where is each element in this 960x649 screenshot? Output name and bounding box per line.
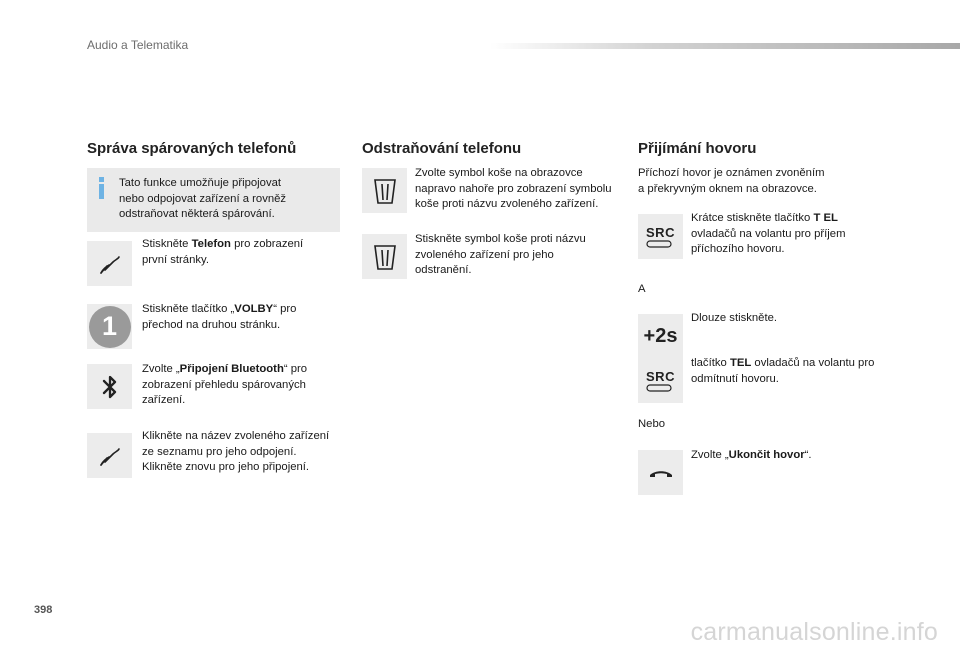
info-text: Tato funkce umožňuje připojovat nebo odpojovat zařízení a rovněž odstraňovat některá spárování. bbox=[119, 177, 287, 220]
header-title: Audio a Telematika bbox=[87, 38, 189, 52]
hand-pointer-icon bbox=[87, 241, 132, 286]
step-volby: Stiskněte tlačítko „VOLBY“ pro přechod na druhou stránku. bbox=[142, 303, 297, 331]
section-title-delete-phone: Odstraňování telefonu bbox=[362, 140, 522, 157]
call-intro: Příchozí hovor je oznámen zvoněním a překryvným oknem na obrazovce. bbox=[638, 167, 825, 195]
step-bluetooth: Zvolte „Připojení Bluetooth“ pro zobrazení přehledu spárovaných zařízení. bbox=[142, 363, 308, 406]
or-label-nebo: Nebo bbox=[638, 418, 666, 430]
or-label-a: A bbox=[638, 283, 646, 295]
long-press-icon: +2s bbox=[638, 314, 683, 359]
src-button-icon: SRC bbox=[638, 214, 683, 259]
number-one-icon-box bbox=[87, 304, 132, 349]
step-trash-show: Zvolte symbol koše na obrazovce napravo nahoře pro zobrazení symbolu koše proti názvu zvoleného zařízení. bbox=[415, 167, 612, 210]
header-divider bbox=[490, 43, 960, 49]
info-icon bbox=[99, 177, 105, 199]
watermark: carmanualsonline.info bbox=[690, 618, 938, 646]
trash-icon bbox=[362, 234, 407, 279]
hand-pointer-icon bbox=[87, 433, 132, 478]
step-end-call: Zvolte „Ukončit hovor“. bbox=[691, 449, 812, 461]
number-one-icon: 1 bbox=[89, 306, 131, 348]
step-telefon: Stiskněte Telefon pro zobrazení první stránky. bbox=[142, 238, 304, 266]
page-number: 398 bbox=[34, 604, 53, 616]
hang-up-icon bbox=[638, 450, 683, 495]
section-title-receive-call: Přijímání hovoru bbox=[638, 140, 757, 157]
trash-icon bbox=[362, 168, 407, 213]
src-button-icon: SRC bbox=[638, 358, 683, 403]
bluetooth-icon bbox=[87, 364, 132, 409]
step-reject-call: tlačítko TEL ovladačů na volantu pro odmítnutí hovoru. bbox=[691, 357, 875, 385]
step-trash-delete: Stiskněte symbol koše proti názvu zvoleného zařízení pro jeho odstranění. bbox=[415, 233, 586, 276]
section-title-manage-phones: Správa spárovaných telefonů bbox=[87, 140, 297, 157]
step-short-press: Krátce stiskněte tlačítko T EL ovladačů na volantu pro příjem příchozího hovoru. bbox=[691, 212, 846, 255]
step-select-device: Klikněte na název zvoleného zařízení ze seznamu pro jeho odpojení. Klikněte znovu pro jeho připojení. bbox=[142, 430, 330, 473]
step-long-press: Dlouze stiskněte. bbox=[691, 312, 778, 324]
info-box bbox=[87, 168, 340, 232]
